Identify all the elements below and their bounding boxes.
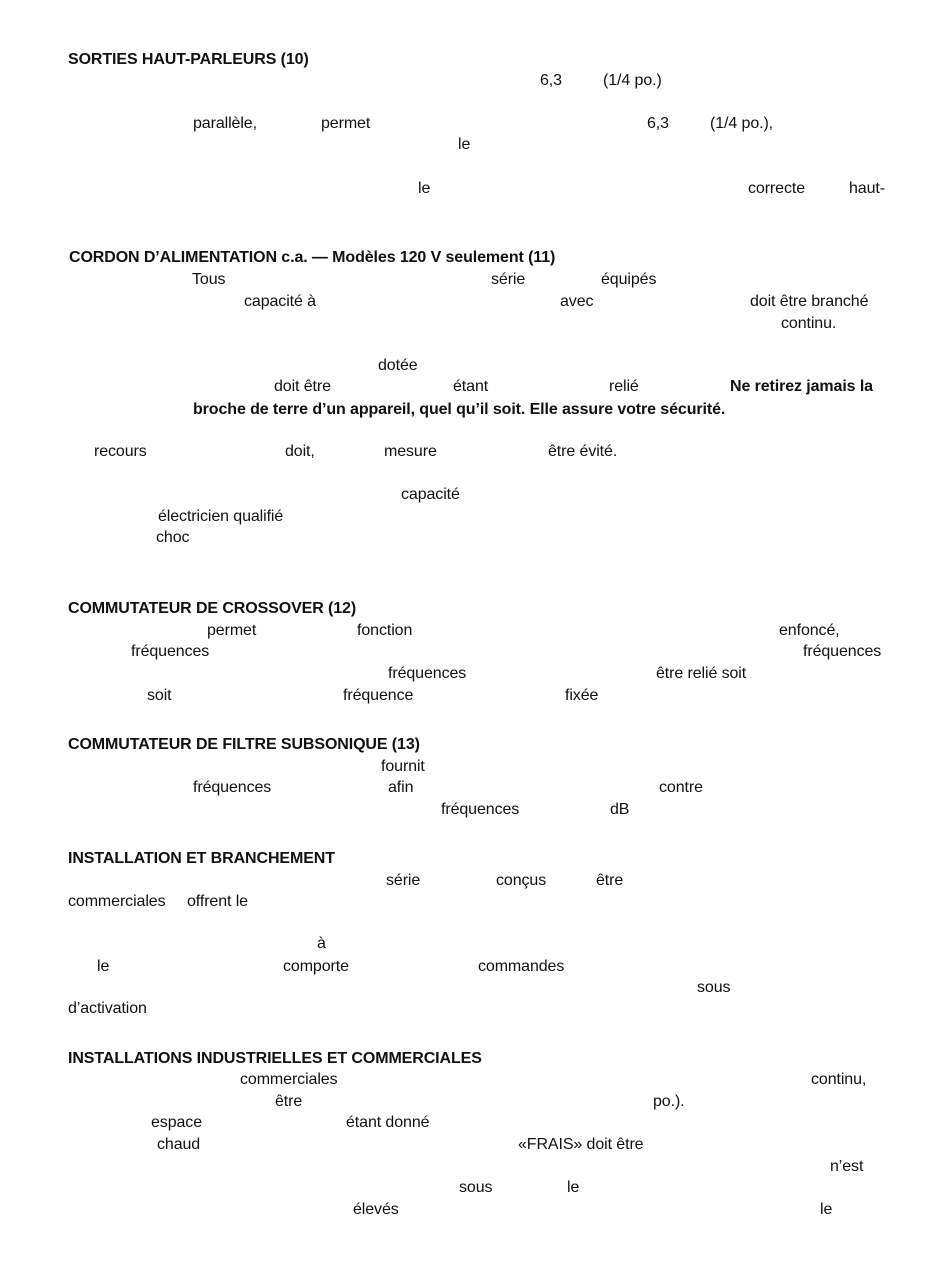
text-fragment: afin: [388, 779, 414, 796]
text-fragment: fonction: [357, 622, 413, 639]
text-fragment: à: [317, 935, 326, 952]
text-fragment: fréquences: [193, 779, 272, 796]
text-fragment: être: [275, 1093, 303, 1110]
text-fragment: capacité: [401, 486, 460, 503]
heading-installation: INSTALLATION ET BRANCHEMENT: [68, 850, 335, 867]
text-fragment: fréquences: [803, 643, 882, 660]
heading-subsonic-filter: COMMUTATEUR DE FILTRE SUBSONIQUE (13): [68, 736, 420, 753]
text-fragment: choc: [156, 529, 190, 546]
text-fragment: continu,: [811, 1071, 867, 1088]
text-fragment: le: [418, 180, 431, 197]
text-fragment: espace: [151, 1114, 202, 1131]
text-fragment: continu.: [781, 315, 837, 332]
text-fragment: fréquences: [388, 665, 467, 682]
text-fragment: série: [386, 872, 421, 889]
text-fragment: commerciales: [68, 893, 166, 910]
heading-industrial-installations: INSTALLATIONS INDUSTRIELLES ET COMMERCIALES: [68, 1050, 482, 1067]
safety-warning-part1: Ne retirez jamais la: [730, 378, 873, 395]
text-fragment: avec: [560, 293, 594, 310]
text-fragment: offrent le: [187, 893, 248, 910]
text-fragment: mesure: [384, 443, 437, 460]
text-fragment: être relié soit: [656, 665, 747, 682]
text-fragment: contre: [659, 779, 703, 796]
text-fragment: le: [820, 1201, 833, 1218]
text-fragment: élevés: [353, 1201, 399, 1218]
text-fragment: le: [567, 1179, 580, 1196]
text-fragment: capacité à: [244, 293, 316, 310]
text-fragment: électricien qualifié: [158, 508, 284, 525]
text-fragment: dotée: [378, 357, 418, 374]
text-fragment: le: [97, 958, 110, 975]
text-fragment: doit,: [285, 443, 315, 460]
text-fragment: fournit: [381, 758, 425, 775]
text-fragment: permet: [321, 115, 371, 132]
heading-crossover-switch: COMMUTATEUR DE CROSSOVER (12): [68, 600, 357, 617]
text-fragment: recours: [94, 443, 147, 460]
text-fragment: sous: [459, 1179, 493, 1196]
text-fragment: permet: [207, 622, 257, 639]
heading-power-cord: CORDON D’ALIMENTATION c.a. — Modèles 120 V seulement (11): [69, 249, 556, 266]
text-fragment: Tous: [192, 271, 226, 288]
text-fragment: po.).: [653, 1093, 685, 1110]
text-fragment: fréquence: [343, 687, 414, 704]
text-fragment: commandes: [478, 958, 565, 975]
text-fragment: 6,3: [540, 72, 562, 89]
text-fragment: parallèle,: [193, 115, 257, 132]
text-fragment: relié: [609, 378, 639, 395]
text-fragment: correcte: [748, 180, 805, 197]
text-fragment: série: [491, 271, 526, 288]
text-fragment: n’est: [830, 1158, 864, 1175]
text-fragment: fréquences: [131, 643, 210, 660]
text-fragment: «FRAIS» doit être: [518, 1136, 644, 1153]
safety-warning-part2: broche de terre d’un appareil, quel qu’il soit. Elle assure votre sécurité.: [193, 401, 726, 418]
text-fragment: être: [596, 872, 624, 889]
text-fragment: étant: [453, 378, 489, 395]
text-fragment: le: [458, 136, 471, 153]
text-fragment: commerciales: [240, 1071, 338, 1088]
text-fragment: (1/4 po.),: [710, 115, 774, 132]
text-fragment: fixée: [565, 687, 599, 704]
heading-speaker-outputs: SORTIES HAUT-PARLEURS (10): [68, 51, 309, 68]
text-fragment: conçus: [496, 872, 547, 889]
text-fragment: être évité.: [548, 443, 618, 460]
text-fragment: 6,3: [647, 115, 669, 132]
text-fragment: doit être: [274, 378, 331, 395]
text-fragment: haut-: [849, 180, 885, 197]
text-fragment: (1/4 po.): [603, 72, 662, 89]
text-fragment: étant donné: [346, 1114, 430, 1131]
text-fragment: chaud: [157, 1136, 201, 1153]
text-fragment: d’activation: [68, 1000, 147, 1017]
text-fragment: enfoncé,: [779, 622, 840, 639]
text-fragment: soit: [147, 687, 172, 704]
text-fragment: fréquences: [441, 801, 520, 818]
text-fragment: équipés: [601, 271, 657, 288]
text-fragment: dB: [610, 801, 630, 818]
text-fragment: comporte: [283, 958, 349, 975]
text-fragment: doit être branché: [750, 293, 869, 310]
text-fragment: sous: [697, 979, 731, 996]
